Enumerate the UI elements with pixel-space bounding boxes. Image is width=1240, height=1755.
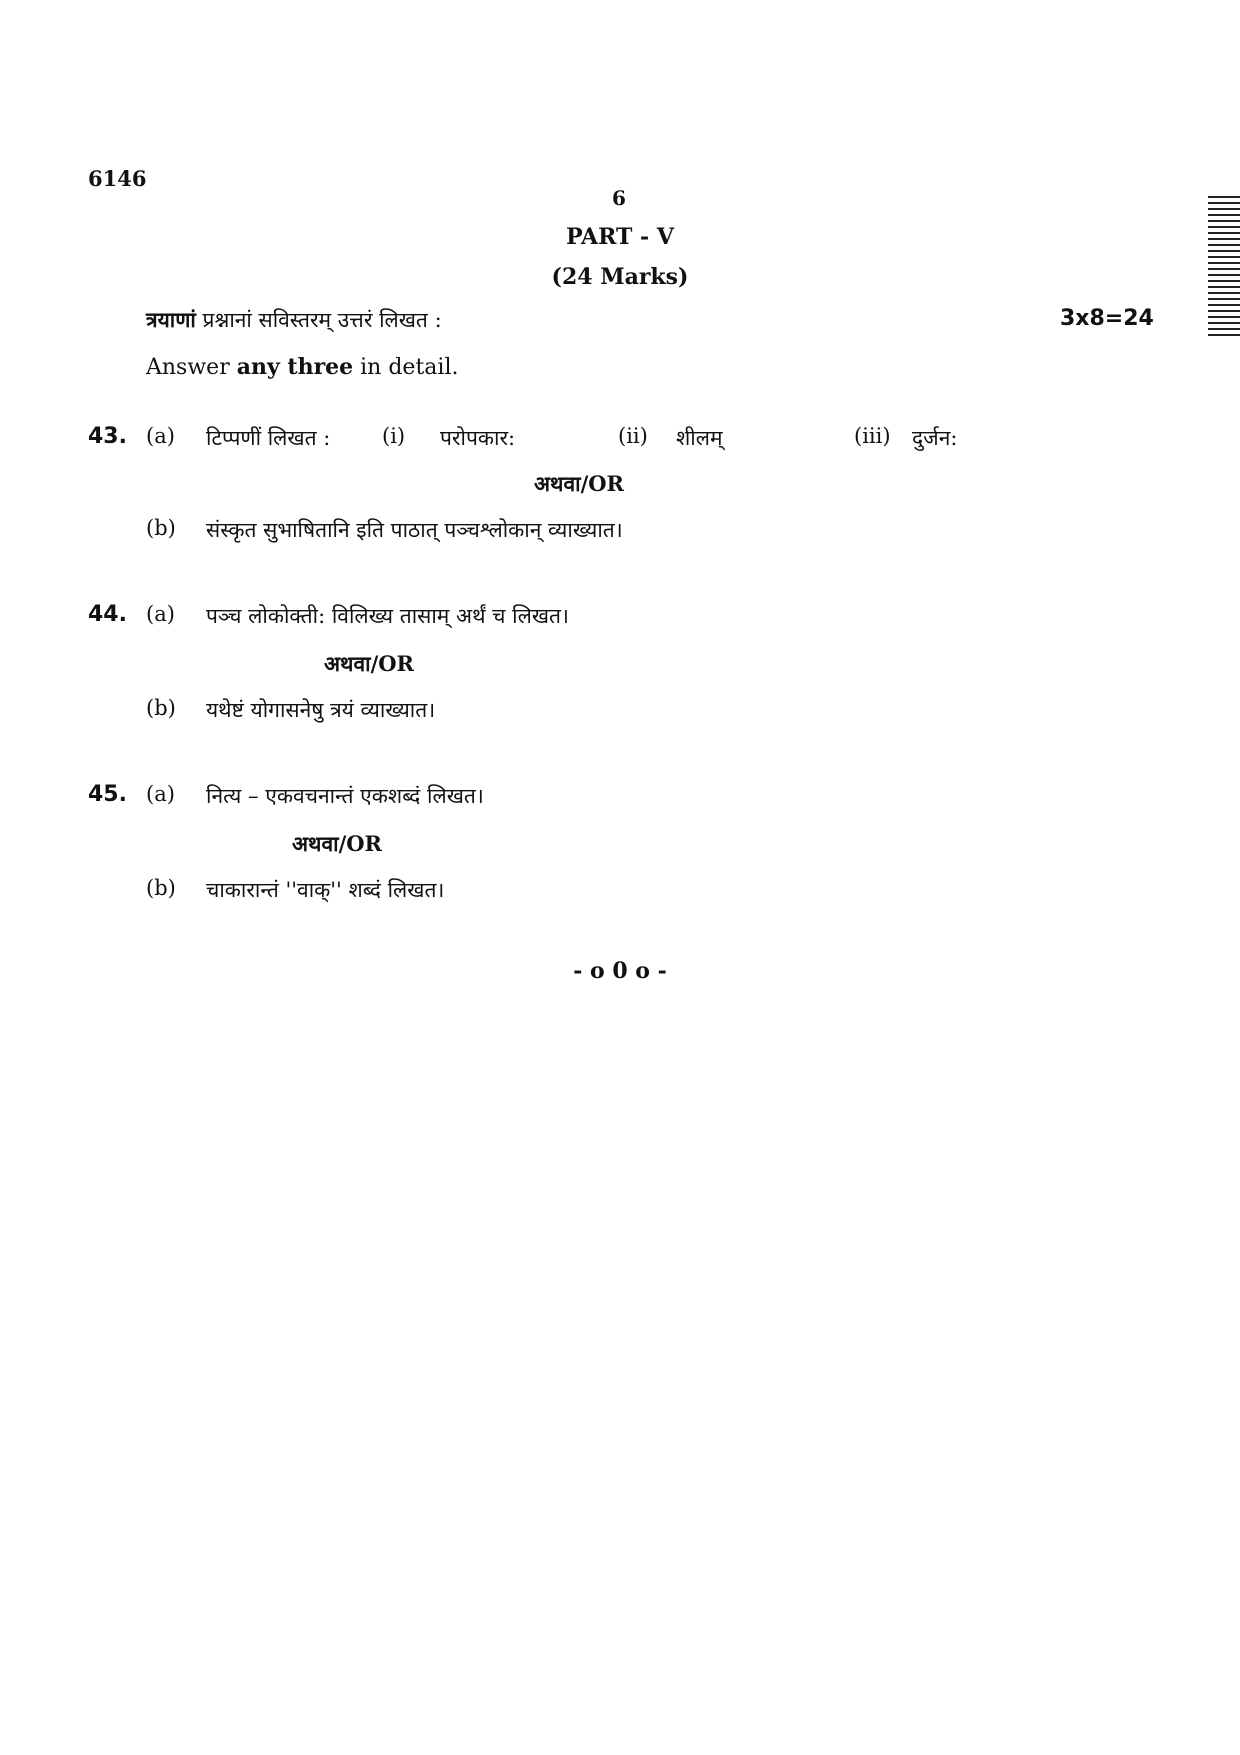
question-text: संस्कृत सुभाषितानि इति पाठात् पञ्चश्लोकान् व्याख्यात। [206, 518, 623, 542]
instruction-english-pre: Answer [146, 355, 237, 380]
option-label: (a) [146, 602, 175, 626]
question-text: पञ्च लोकोक्ती: विलिख्य तासाम् अर्थं च लिखत। [206, 604, 569, 628]
or-separator: अथवा/OR [534, 471, 624, 496]
barcode-icon [1208, 196, 1240, 344]
question-text: नित्य – एकवचनान्तं एकशब्दं लिखत। [206, 784, 484, 808]
or-separator: अथवा/OR [324, 651, 414, 676]
instruction-sanskrit [146, 306, 442, 334]
instruction-bold: त्रयाणां [146, 307, 196, 332]
option-label: (b) [146, 696, 176, 720]
part-marks: (24 Marks) [551, 264, 689, 290]
instruction-rest: प्रश्नानां सविस्तरम् उत्तरं लिखत : [195, 308, 442, 332]
instruction-english-post: in detail. [353, 355, 459, 380]
option-label: (b) [146, 516, 176, 540]
page-number: 6 [612, 186, 626, 210]
option-label: (b) [146, 876, 176, 900]
marks-scheme: 3x8=24 [1060, 306, 1154, 331]
part-title: PART - V [566, 224, 674, 250]
sub-text: शीलम् [676, 426, 723, 450]
paper-code: 6146 [88, 166, 147, 191]
question-text: यथेष्टं योगासनेषु त्रयं व्याख्यात। [206, 698, 436, 722]
instruction-english-bold: any three [236, 354, 354, 380]
sub-label: (iii) [854, 424, 891, 448]
or-separator: अथवा/OR [292, 831, 382, 856]
instruction-english [146, 354, 458, 380]
sub-text: परोपकार: [440, 426, 516, 450]
question-text: चाकारान्तं ''वाक्'' शब्दं लिखत। [206, 878, 445, 902]
sub-label: (ii) [618, 424, 648, 448]
question-number: 43. [88, 424, 127, 449]
sub-text: दुर्जन: [912, 426, 958, 450]
option-label: (a) [146, 424, 175, 448]
question-number: 45. [88, 782, 127, 807]
question-number: 44. [88, 602, 127, 627]
sub-label: (i) [382, 424, 406, 448]
option-label: (a) [146, 782, 175, 806]
end-mark: - o 0 o - [573, 958, 667, 984]
question-text: टिप्पणीं लिखत : [206, 426, 331, 450]
